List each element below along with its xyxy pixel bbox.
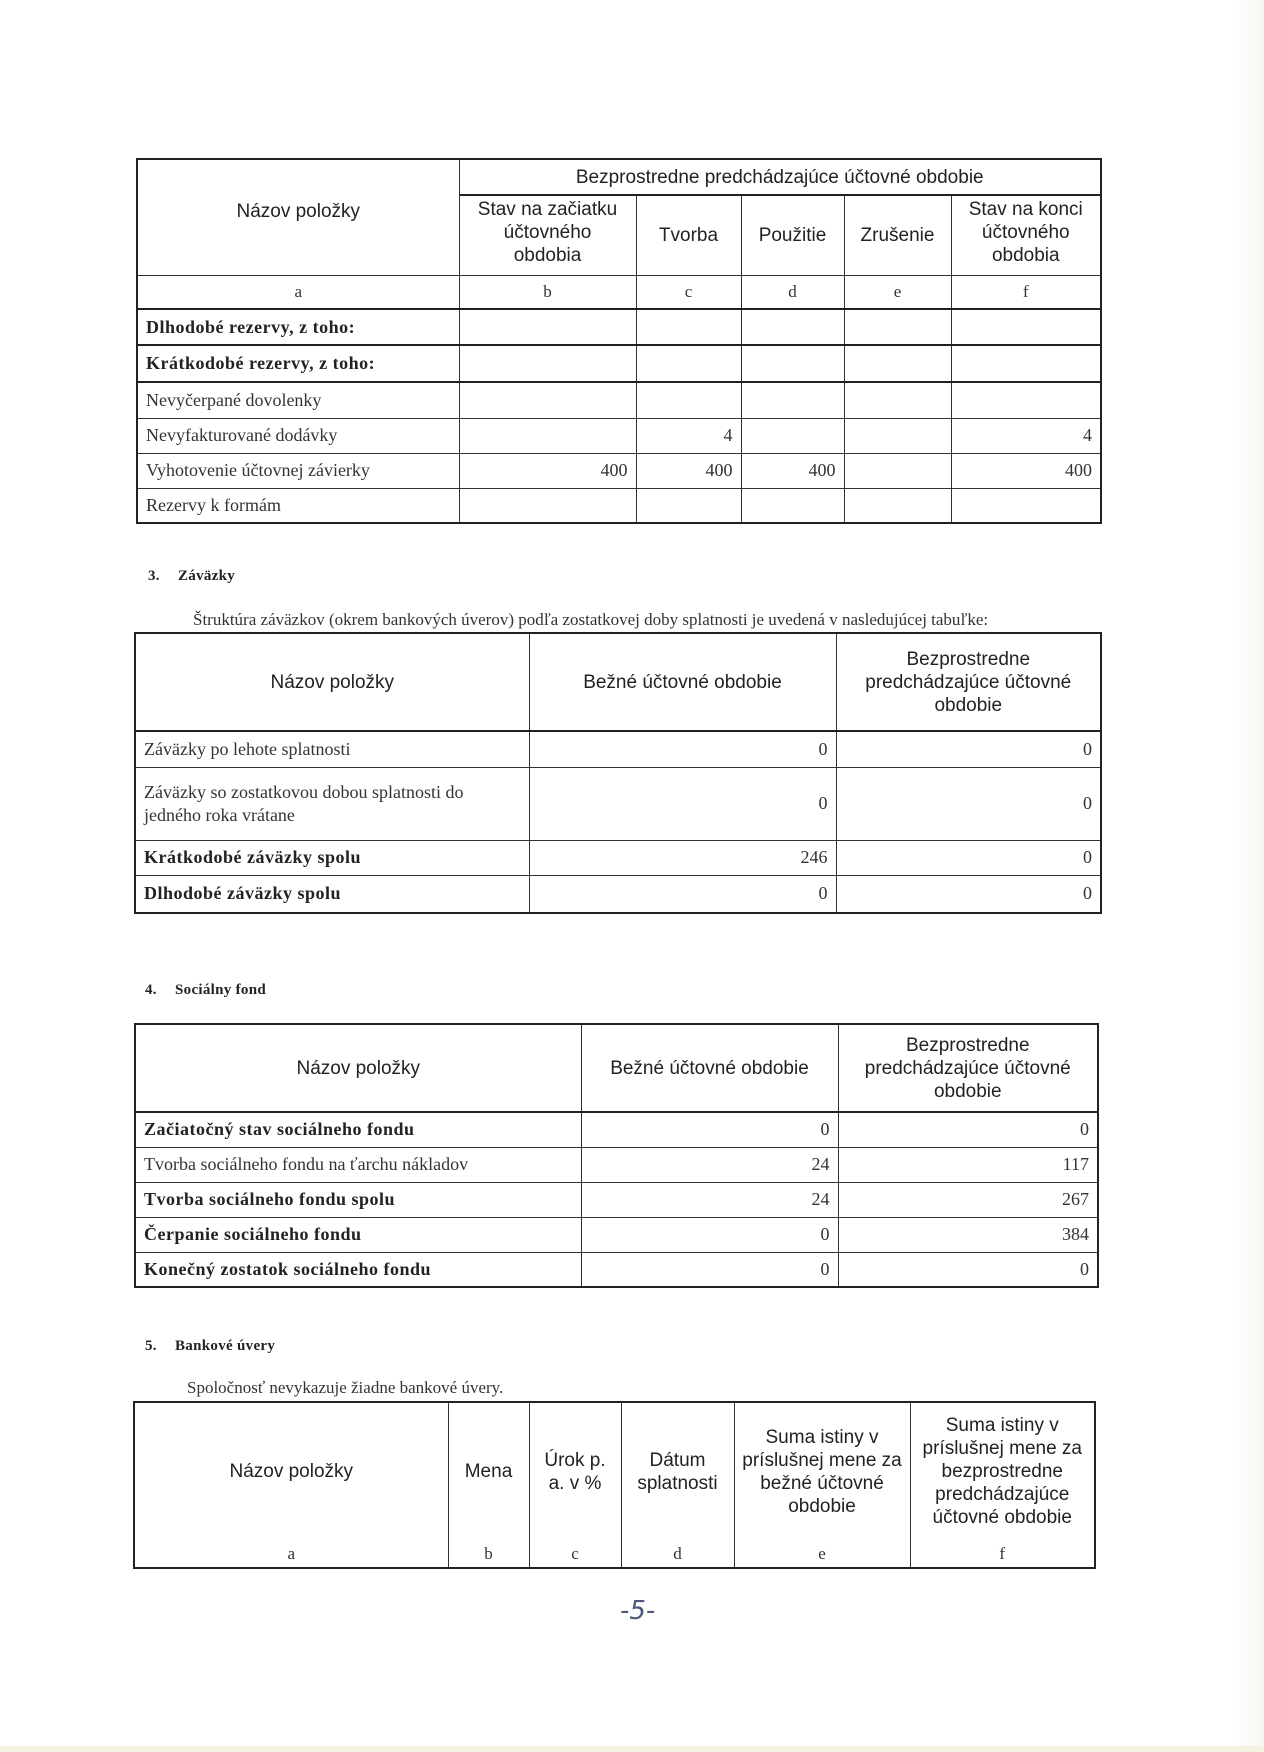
- reserve-row-value: [459, 345, 636, 382]
- col-header-end: Stav na konci účtovného obdobia: [951, 195, 1101, 275]
- section-3-intro: Štruktúra záväzkov (okrem bankových úverov) podľa zostatkovej doby splatnosti je uvedená v nasledujúcej tabuľke:: [193, 610, 989, 629]
- loan-header-previous: Suma istiny v príslušnej mene za bezprostredne predchádzajúce účtovné obdobie: [910, 1402, 1095, 1540]
- liability-row-current: 0: [529, 731, 836, 767]
- loan-letter-c: c: [529, 1540, 621, 1568]
- reserve-row-value: [951, 309, 1101, 345]
- reserve-row: [137, 488, 1101, 523]
- social-fund-row-label: Čerpanie sociálneho fondu: [135, 1217, 581, 1252]
- col-header-name-text: Názov položky: [236, 201, 361, 222]
- liability-row-previous: 0: [836, 767, 1101, 840]
- section-5-title: Bankové úvery: [175, 1338, 276, 1354]
- reserve-row-value: [844, 382, 951, 418]
- social-fund-row-current: 0: [581, 1252, 838, 1287]
- reserve-row-value: [741, 418, 844, 453]
- page-bottom-edge: [0, 1746, 1264, 1752]
- section-4-heading: [145, 982, 266, 999]
- section-5-number: 5.: [145, 1338, 157, 1354]
- section-3-title: Záväzky: [178, 568, 236, 584]
- loan-letter-d: d: [621, 1540, 734, 1568]
- page-number: -5-: [620, 1596, 656, 1626]
- reserve-row-value: [741, 309, 844, 345]
- liability-row: [135, 731, 1101, 767]
- reserve-row-label: Krátkodobé rezervy, z toho:: [137, 345, 459, 382]
- loan-header-maturity: Dátum splatnosti: [621, 1402, 734, 1540]
- reserve-row-value: [844, 345, 951, 382]
- reserve-row: [137, 309, 1101, 345]
- reserve-row-value: [741, 345, 844, 382]
- section-3-heading: [148, 568, 235, 585]
- liab-header-previous: Bezprostredne predchádzajúce účtovné obdobie: [836, 633, 1101, 731]
- bank-loans-table: [133, 1401, 1096, 1569]
- reserve-row-value: 4: [636, 418, 741, 453]
- liability-row-label: Záväzky po lehote splatnosti: [135, 731, 529, 767]
- reserve-row-value: [636, 309, 741, 345]
- letter-e: e: [844, 275, 951, 309]
- reserve-row-value: [459, 382, 636, 418]
- social-fund-row-previous: 0: [838, 1112, 1098, 1147]
- reserve-row-value: [741, 382, 844, 418]
- liability-row: [135, 767, 1101, 840]
- sf-header-current: Bežné účtovné obdobie: [581, 1024, 838, 1112]
- liability-row-label: Záväzky so zostatkovou dobou splatnosti do jedného roka vrátane: [135, 767, 529, 840]
- reserve-row-label: Vyhotovenie účtovnej závierky: [137, 453, 459, 488]
- reserve-row: [137, 345, 1101, 382]
- social-fund-row-label: Tvorba sociálneho fondu na ťarchu nákladov: [135, 1147, 581, 1182]
- col-header-start: Stav na začiatku účtovného obdobia: [459, 195, 636, 275]
- social-fund-row-previous: 0: [838, 1252, 1098, 1287]
- social-fund-row-current: 0: [581, 1112, 838, 1147]
- letter-b: b: [459, 275, 636, 309]
- liability-row-label: Dlhodobé záväzky spolu: [135, 875, 529, 913]
- reserve-row: [137, 418, 1101, 453]
- section-3-number: 3.: [148, 568, 160, 584]
- social-fund-row-previous: 117: [838, 1147, 1098, 1182]
- reserve-row-value: [844, 418, 951, 453]
- page-edge: [1236, 0, 1264, 1752]
- col-header-tvorba: Tvorba: [636, 195, 741, 275]
- liability-row-current: 246: [529, 840, 836, 875]
- reserve-row-value: [459, 488, 636, 523]
- social-fund-row-previous: 384: [838, 1217, 1098, 1252]
- social-fund-row-current: 0: [581, 1217, 838, 1252]
- reserve-row-value: [951, 382, 1101, 418]
- liab-header-name: Názov položky: [135, 633, 529, 731]
- reserve-row: [137, 453, 1101, 488]
- reserve-row-value: 400: [951, 453, 1101, 488]
- social-fund-row: [135, 1147, 1098, 1182]
- reserve-row-value: [636, 345, 741, 382]
- reserve-row-value: 400: [636, 453, 741, 488]
- social-fund-row: [135, 1217, 1098, 1252]
- section-4-title: Sociálny fond: [175, 982, 267, 998]
- sf-header-name: Názov položky: [135, 1024, 581, 1112]
- liability-row-previous: 0: [836, 731, 1101, 767]
- reserve-row-label: Nevyčerpané dovolenky: [137, 382, 459, 418]
- liab-header-current: Bežné účtovné obdobie: [529, 633, 836, 731]
- liabilities-table: [134, 632, 1102, 914]
- reserve-row-label: Nevyfakturované dodávky: [137, 418, 459, 453]
- liability-row-previous: 0: [836, 840, 1101, 875]
- letter-d: d: [741, 275, 844, 309]
- social-fund-row-current: 24: [581, 1182, 838, 1217]
- social-fund-row-current: 24: [581, 1147, 838, 1182]
- reserve-row-value: [636, 382, 741, 418]
- reserve-row-value: [951, 488, 1101, 523]
- col-header-zrusenie: Zrušenie: [844, 195, 951, 275]
- reserve-row-label: Rezervy k formám: [137, 488, 459, 523]
- reserve-row-value: [459, 309, 636, 345]
- section-5-heading: [145, 1338, 275, 1355]
- reserve-row-value: [844, 488, 951, 523]
- social-fund-row: [135, 1112, 1098, 1147]
- social-fund-table: [134, 1023, 1099, 1288]
- loan-letter-e: e: [734, 1540, 910, 1568]
- liability-row: [135, 840, 1101, 875]
- reserve-row-value: 400: [741, 453, 844, 488]
- social-fund-row-label: Tvorba sociálneho fondu spolu: [135, 1182, 581, 1217]
- liability-row-label: Krátkodobé záväzky spolu: [135, 840, 529, 875]
- col-header-name: [137, 159, 459, 275]
- reserve-row-label: Dlhodobé rezervy, z toho:: [137, 309, 459, 345]
- span-header: Bezprostredne predchádzajúce účtovné obdobie: [459, 159, 1101, 195]
- reserve-row: [137, 382, 1101, 418]
- letter-f: f: [951, 275, 1101, 309]
- loan-letter-f: f: [910, 1540, 1095, 1568]
- reserves-table: [136, 158, 1102, 524]
- col-header-pouzitie: Použitie: [741, 195, 844, 275]
- section-4-number: 4.: [145, 982, 157, 998]
- reserve-row-value: [741, 488, 844, 523]
- social-fund-row: [135, 1252, 1098, 1287]
- sf-header-previous: Bezprostredne predchádzajúce účtovné obdobie: [838, 1024, 1098, 1112]
- liability-row-current: 0: [529, 767, 836, 840]
- loan-letter-b: b: [448, 1540, 529, 1568]
- social-fund-row: [135, 1182, 1098, 1217]
- loan-letter-a: a: [134, 1540, 448, 1568]
- reserve-row-value: [844, 453, 951, 488]
- social-fund-row-label: Začiatočný stav sociálneho fondu: [135, 1112, 581, 1147]
- social-fund-row-label: Konečný zostatok sociálneho fondu: [135, 1252, 581, 1287]
- loan-header-name: Názov položky: [134, 1402, 448, 1540]
- loan-header-interest: Úrok p. a. v %: [529, 1402, 621, 1540]
- loan-header-current: Suma istiny v príslušnej mene za bežné účtovné obdobie: [734, 1402, 910, 1540]
- section-5-intro: Spoločnosť nevykazuje žiadne bankové úvery.: [187, 1378, 504, 1397]
- social-fund-row-previous: 267: [838, 1182, 1098, 1217]
- liability-row-current: 0: [529, 875, 836, 913]
- liability-row-previous: 0: [836, 875, 1101, 913]
- liability-row: [135, 875, 1101, 913]
- letter-a: a: [137, 275, 459, 309]
- reserve-row-value: [636, 488, 741, 523]
- loan-header-currency: Mena: [448, 1402, 529, 1540]
- reserve-row-value: [459, 418, 636, 453]
- letters-row: [137, 275, 1101, 309]
- reserve-row-value: 400: [459, 453, 636, 488]
- letter-c: c: [636, 275, 741, 309]
- reserve-row-value: [844, 309, 951, 345]
- reserve-row-value: [951, 345, 1101, 382]
- reserve-row-value: 4: [951, 418, 1101, 453]
